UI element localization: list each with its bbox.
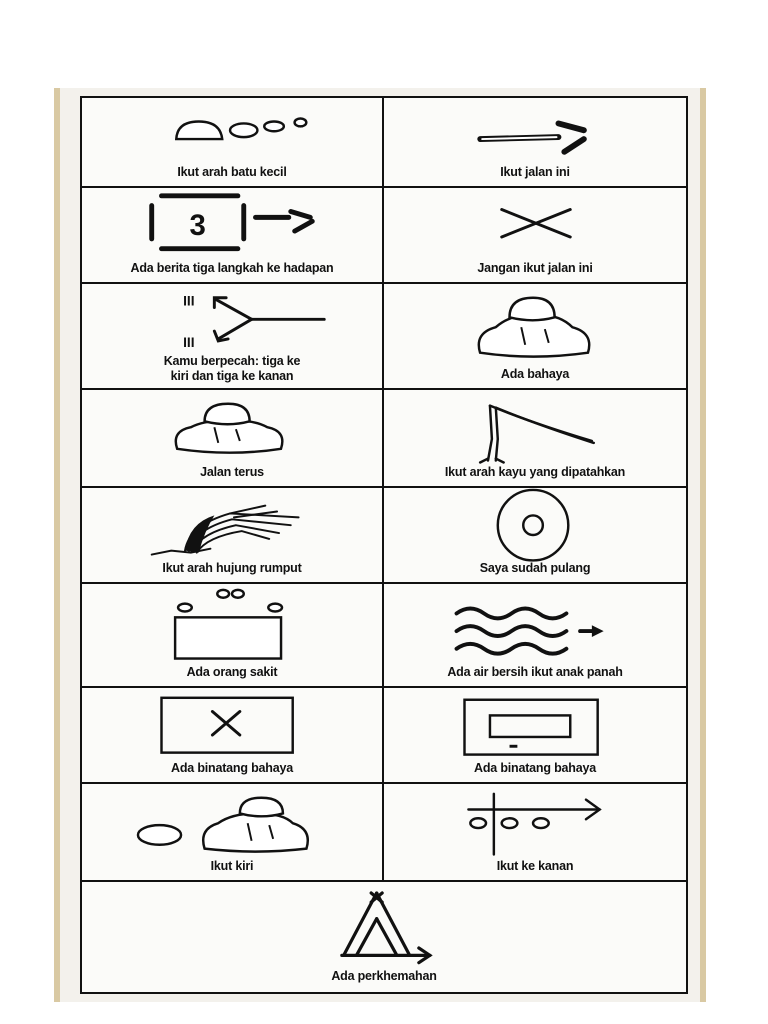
sign-cell-13 [82, 688, 384, 784]
sign-cell-14 [384, 688, 686, 784]
sign-cell-6 [384, 284, 686, 390]
sign-caption: Ada berita tiga langkah ke hadapan [130, 261, 334, 275]
sign-cell-16 [384, 784, 686, 882]
left-marks: III [183, 293, 195, 309]
sign-caption: Ada binatang bahaya [474, 761, 596, 775]
right-marks: III [183, 334, 195, 350]
message-number: 3 [189, 209, 206, 242]
sign-caption: Ikut arah hujung rumput [162, 561, 302, 575]
sign-caption: Ada orang sakit [186, 665, 278, 679]
sign-caption: Ikut jalan ini [500, 165, 570, 179]
sign-cell-2 [384, 98, 686, 188]
sign-cell-10 [384, 488, 686, 584]
sign-caption: Kamu berpecah: tiga ke kiri dan tiga ke kanan [163, 354, 301, 383]
sign-cell-9 [82, 488, 384, 584]
sign-caption: Ikut arah batu kecil [177, 165, 287, 179]
sign-cell-17 [82, 882, 686, 992]
sign-cell-4 [384, 188, 686, 284]
sign-cell-7 [82, 390, 384, 488]
sign-caption: Ada bahaya [500, 367, 570, 381]
sign-cell-8 [384, 390, 686, 488]
sign-cell-11 [82, 584, 384, 688]
sign-cell-1 [82, 98, 384, 188]
sign-cell-12 [384, 584, 686, 688]
sign-caption: Saya sudah pulang [479, 561, 591, 575]
sign-caption: Ikut kiri [210, 859, 254, 873]
sign-cell-5 [82, 284, 384, 390]
sign-caption: Ada binatang bahaya [171, 761, 293, 775]
sign-caption: Ikut arah kayu yang dipatahkan [444, 465, 626, 479]
sign-cell-15 [82, 784, 384, 882]
sign-caption: Jangan ikut jalan ini [477, 261, 593, 275]
tracking-signs-table [80, 96, 688, 994]
sign-caption: Ada perkhemahan [331, 969, 437, 983]
sign-caption: Jalan terus [200, 465, 264, 479]
scanned-page [54, 88, 706, 1002]
sign-cell-3 [82, 188, 384, 284]
sign-caption: Ikut ke kanan [496, 859, 574, 873]
sign-caption: Ada air bersih ikut anak panah [447, 665, 623, 679]
